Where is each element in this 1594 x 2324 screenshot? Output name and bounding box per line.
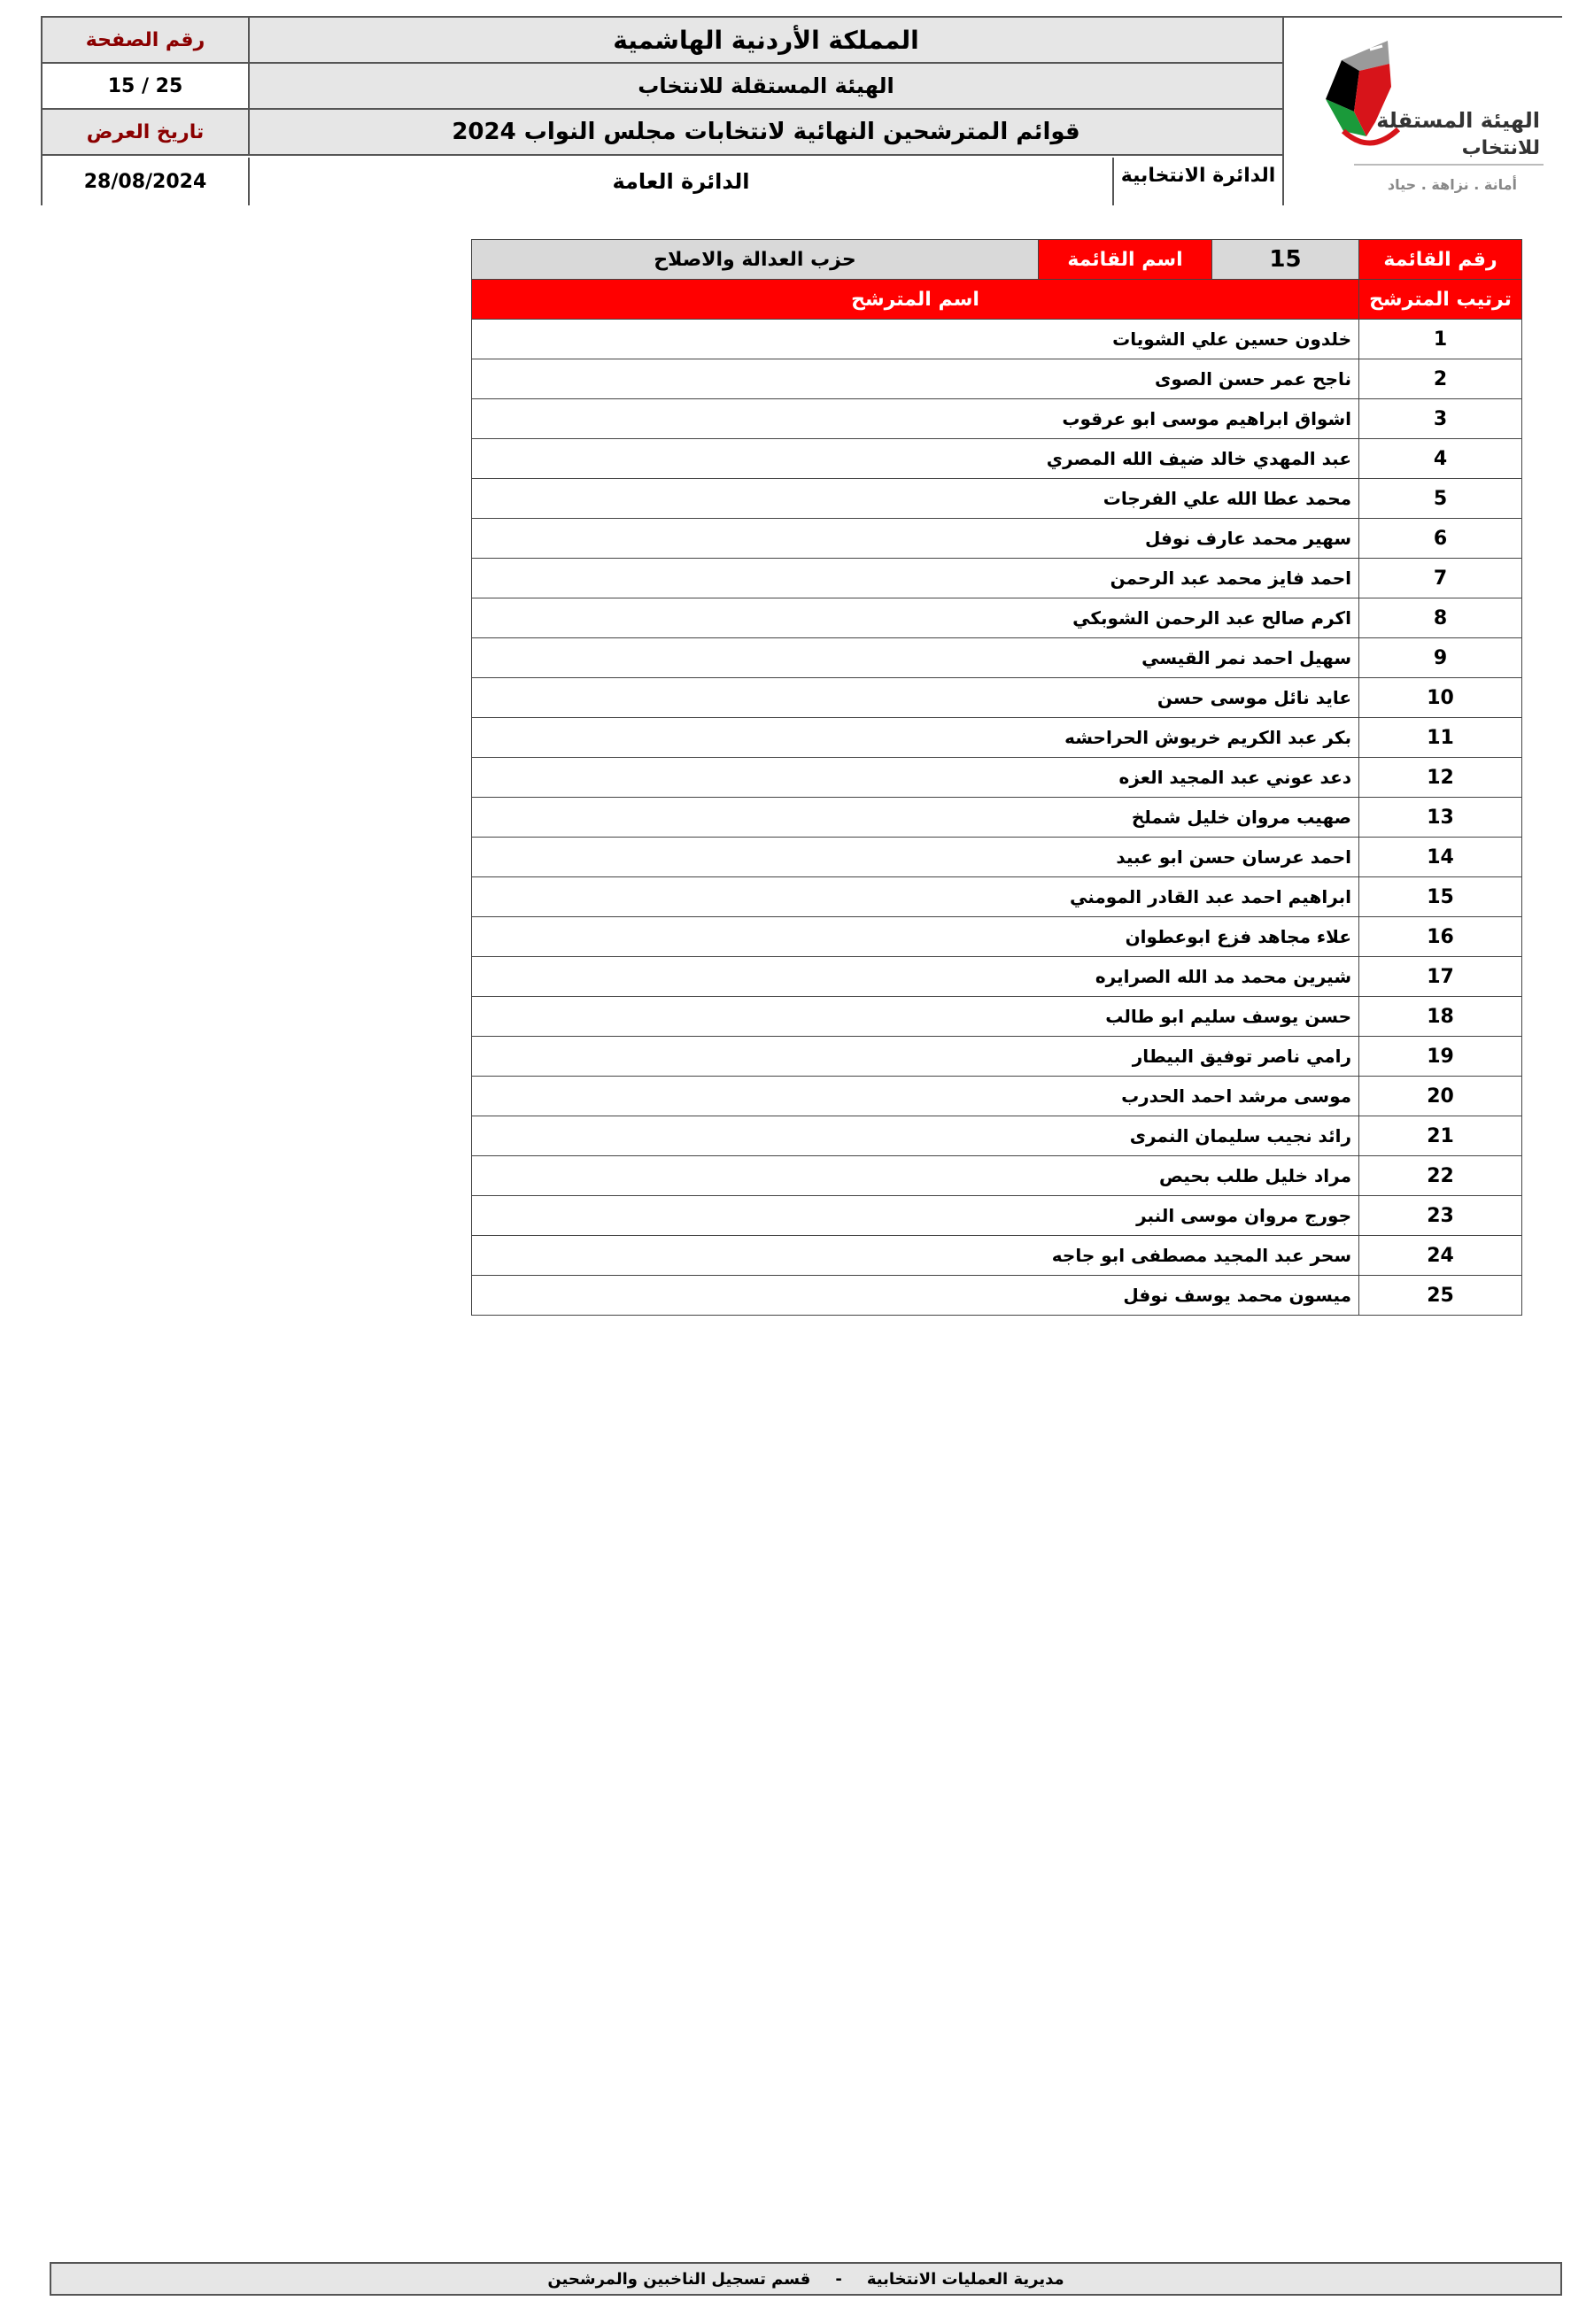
candidate-name: رائد نجيب سليمان النمرى (472, 1116, 1359, 1156)
display-date-value: 28/08/2024 (43, 158, 250, 205)
candidate-name: موسى مرشد احمد الحدرب (472, 1077, 1359, 1116)
district-label: الدائرة الانتخابية (1112, 158, 1282, 205)
table-row (472, 439, 1522, 479)
footer-separator: - (835, 2269, 842, 2289)
candidate-name: رامي ناصر توفيق البيطار (472, 1037, 1359, 1077)
candidate-rank: 2 (1359, 359, 1522, 399)
table-row (472, 1077, 1522, 1116)
footer-directorate: مديرية العمليات الانتخابية (866, 2269, 1064, 2289)
candidate-name: عايد نائل موسى حسن (472, 678, 1359, 718)
lists-title: قوائم المترشحين النهائية لانتخابات مجلس النواب 2024 (250, 110, 1282, 156)
candidate-rank: 9 (1359, 638, 1522, 678)
page-number-value: 15 / 25 (43, 64, 250, 110)
candidate-rank: 11 (1359, 718, 1522, 758)
table-row (472, 838, 1522, 877)
candidate-name: سهير محمد عارف نوفل (472, 519, 1359, 559)
candidate-rank: 3 (1359, 399, 1522, 439)
display-date-label: تاريخ العرض (43, 110, 250, 156)
logo-area (1282, 18, 1562, 205)
candidate-name: ابراهيم احمد عبد القادر المومني (472, 877, 1359, 917)
candidate-rank: 7 (1359, 559, 1522, 598)
candidate-name: سهيل احمد نمر القيسي (472, 638, 1359, 678)
candidate-name: اكرم صالح عبد الرحمن الشوبكي (472, 598, 1359, 638)
kingdom-title: المملكة الأردنية الهاشمية (250, 18, 1282, 64)
candidate-name: شيرين محمد مد الله الصرايره (472, 957, 1359, 997)
table-row (472, 1236, 1522, 1276)
candidate-name-column-header: اسم المترشح (472, 280, 1359, 320)
table-row (472, 877, 1522, 917)
candidate-name: مراد خليل طلب بحيص (472, 1156, 1359, 1196)
table-row (472, 598, 1522, 638)
svg-text:أمانة . نزاهة . حياد: أمانة . نزاهة . حياد (1387, 176, 1517, 193)
candidate-rank: 16 (1359, 917, 1522, 957)
candidate-rank: 18 (1359, 997, 1522, 1037)
candidate-name: اشواق ابراهيم موسى ابو عرقوب (472, 399, 1359, 439)
candidate-rank: 25 (1359, 1276, 1522, 1316)
candidate-name: حسن يوسف سليم ابو طالب (472, 997, 1359, 1037)
candidate-name: بكر عبد الكريم خريوش الحراحشه (472, 718, 1359, 758)
candidate-rank: 24 (1359, 1236, 1522, 1276)
candidate-rank: 4 (1359, 439, 1522, 479)
table-row (472, 399, 1522, 439)
candidate-name: دعد عوني عبد المجيد العزه (472, 758, 1359, 798)
svg-text:للانتخاب: للانتخاب (1461, 137, 1540, 159)
table-row (472, 798, 1522, 838)
list-info-row (472, 240, 1522, 280)
commission-title: الهيئة المستقلة للانتخاب (250, 64, 1282, 110)
candidate-rank: 20 (1359, 1077, 1522, 1116)
candidate-rank: 13 (1359, 798, 1522, 838)
table-row (472, 1116, 1522, 1156)
candidate-name: ناجح عمر حسن الصوى (472, 359, 1359, 399)
candidate-name: ميسون محمد يوسف نوفل (472, 1276, 1359, 1316)
candidate-name: صهيب مروان خليل شملخ (472, 798, 1359, 838)
page-footer (50, 2262, 1562, 2296)
table-row (472, 1276, 1522, 1316)
candidate-rank: 22 (1359, 1156, 1522, 1196)
candidate-name: عبد المهدي خالد ضيف الله المصري (472, 439, 1359, 479)
candidate-name: جورج مروان موسى النبر (472, 1196, 1359, 1236)
candidate-rank: 14 (1359, 838, 1522, 877)
table-row (472, 758, 1522, 798)
candidate-rank: 12 (1359, 758, 1522, 798)
table-header-row (472, 280, 1522, 320)
candidate-rank: 10 (1359, 678, 1522, 718)
candidate-name: احمد عرسان حسن ابو عبيد (472, 838, 1359, 877)
district-value: الدائرة العامة (250, 158, 1112, 205)
candidate-rank: 19 (1359, 1037, 1522, 1077)
table-row (472, 1196, 1522, 1236)
table-row (472, 320, 1522, 359)
table-row (472, 519, 1522, 559)
candidate-rank: 15 (1359, 877, 1522, 917)
candidate-name: خلدون حسين علي الشويات (472, 320, 1359, 359)
candidate-rank: 21 (1359, 1116, 1522, 1156)
candidates-table (471, 239, 1522, 1316)
candidate-name: احمد فايز محمد عبد الرحمن (472, 559, 1359, 598)
candidate-name: سحر عبد المجيد مصطفى ابو جاجه (472, 1236, 1359, 1276)
footer-department: قسم تسجيل الناخبين والمرشحين (547, 2269, 811, 2289)
table-row (472, 638, 1522, 678)
table-row (472, 359, 1522, 399)
table-row (472, 479, 1522, 519)
candidate-name: محمد عطا الله علي الفرجات (472, 479, 1359, 519)
candidate-rank: 5 (1359, 479, 1522, 519)
candidate-rank: 23 (1359, 1196, 1522, 1236)
table-row (472, 718, 1522, 758)
candidate-rank: 1 (1359, 320, 1522, 359)
table-row (472, 957, 1522, 997)
list-name-label: اسم القائمة (1039, 240, 1212, 280)
list-name-value: حزب العدالة والاصلاح (472, 240, 1039, 280)
candidate-rank: 17 (1359, 957, 1522, 997)
table-row (472, 678, 1522, 718)
document-header (41, 16, 1562, 205)
table-row (472, 1156, 1522, 1196)
table-row (472, 559, 1522, 598)
rank-column-header: ترتيب المترشح (1359, 280, 1522, 320)
list-number-label: رقم القائمة (1359, 240, 1522, 280)
svg-text:الهيئة المستقلة: الهيئة المستقلة (1376, 108, 1540, 133)
candidate-rank: 8 (1359, 598, 1522, 638)
candidate-rank: 6 (1359, 519, 1522, 559)
candidate-name: علاء مجاهد فزع ابوعطوان (472, 917, 1359, 957)
table-row (472, 917, 1522, 957)
list-number-value: 15 (1212, 240, 1359, 280)
page-number-label: رقم الصفحة (43, 18, 250, 64)
table-row (472, 1037, 1522, 1077)
iec-logo-icon (1290, 23, 1556, 200)
table-row (472, 997, 1522, 1037)
candidates-body (472, 320, 1522, 1316)
